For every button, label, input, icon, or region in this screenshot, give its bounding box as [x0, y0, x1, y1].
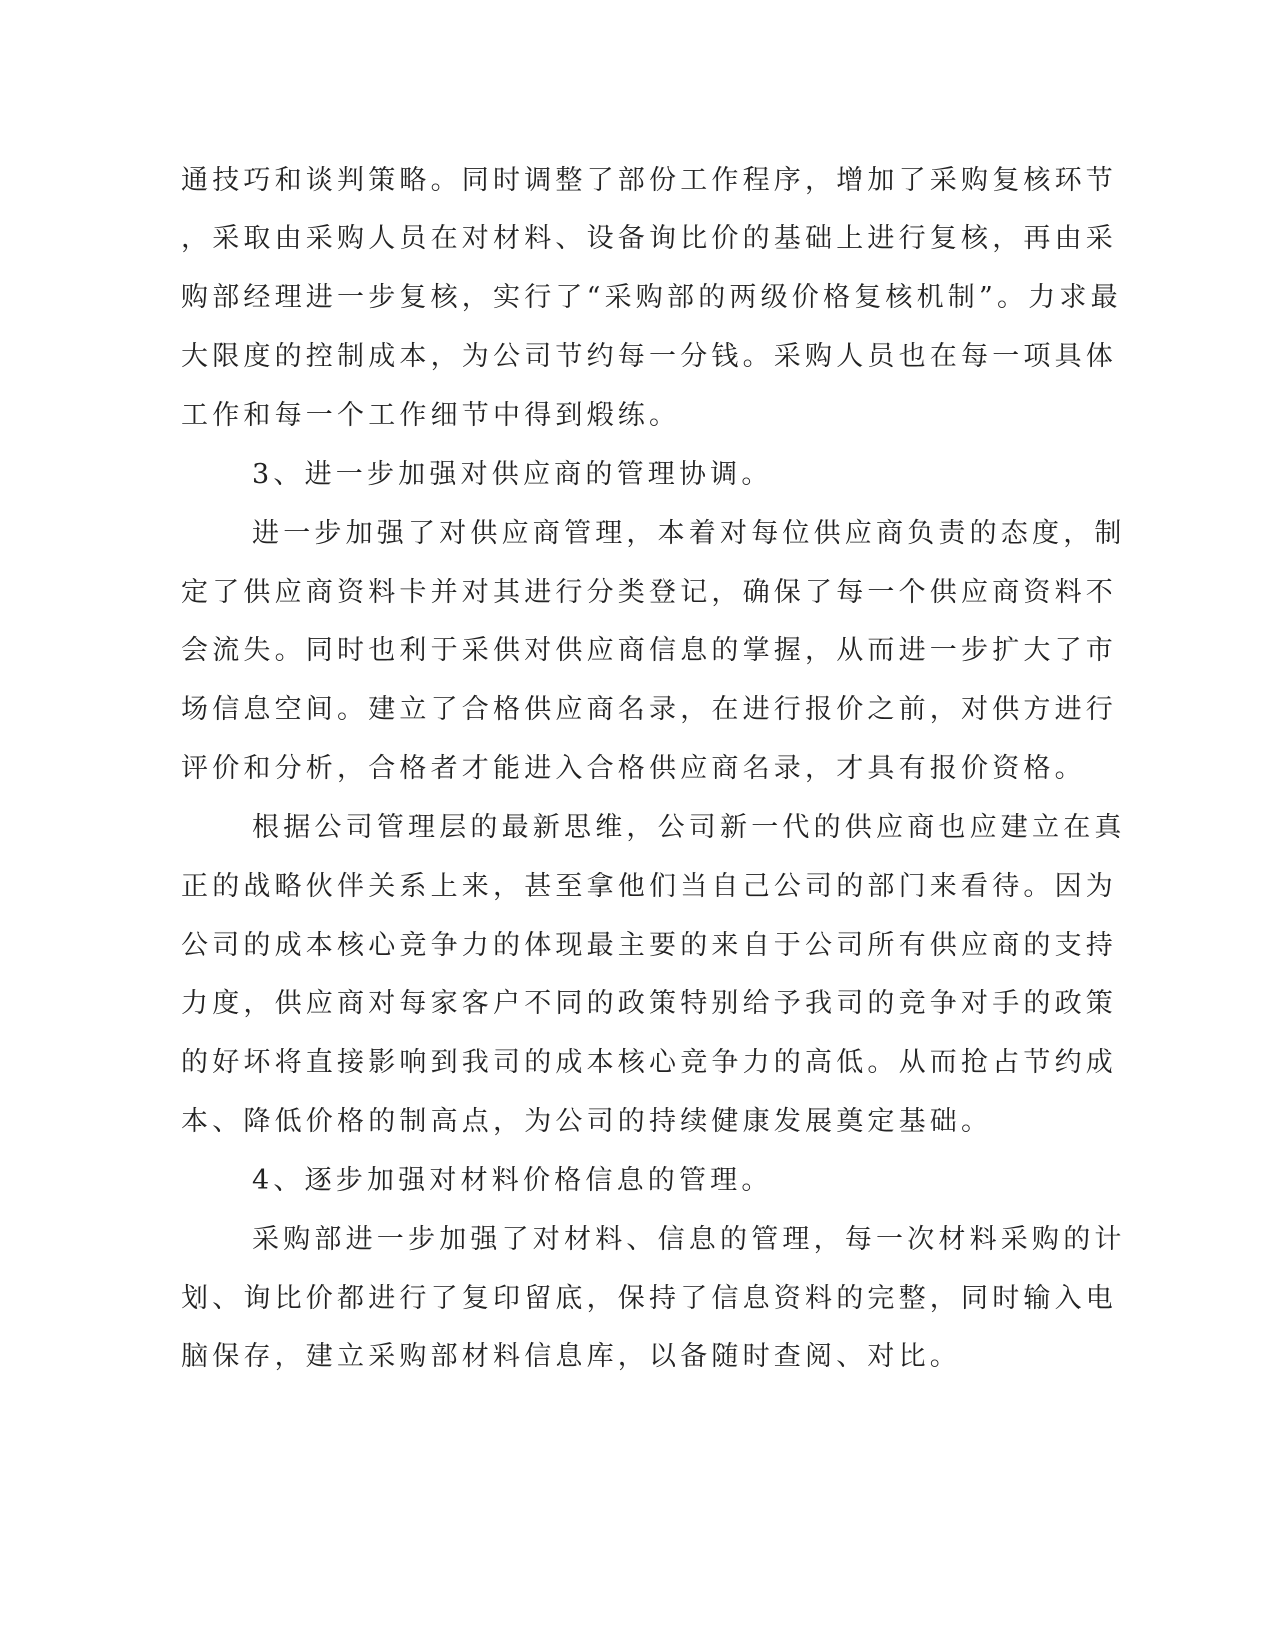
text-line: 脑保存，建立采购部材料信息库，以备随时查阅、对比。 — [181, 1341, 961, 1372]
text-line: 正的战略伙伴关系上来，甚至拿他们当自己公司的部门来看待。因为 — [181, 871, 1117, 902]
text-line: 划、询比价都进行了复印留底，保持了信息资料的完整，同时输入电 — [181, 1283, 1117, 1314]
text-line: 通技巧和谈判策略。同时调整了部份工作程序，增加了采购复核环节 — [181, 165, 1117, 196]
section-heading-4: 4、逐步加强对材料价格信息的管理。 — [252, 1165, 773, 1196]
text-line: 采购部进一步加强了对材料、信息的管理，每一次材料采购的计 — [252, 1224, 1126, 1255]
text-line: 大限度的控制成本，为公司节约每一分钱。采购人员也在每一项具体 — [181, 341, 1117, 372]
text-line: 进一步加强了对供应商管理，本着对每位供应商负责的态度，制 — [252, 518, 1126, 549]
text-line: 购部经理进一步复核，实行了“采购部的两级价格复核机制”。力求最 — [181, 282, 1122, 313]
text-line: 工作和每一个工作细节中得到煅练。 — [181, 400, 681, 431]
text-line: 根据公司管理层的最新思维，公司新一代的供应商也应建立在真 — [252, 812, 1126, 843]
text-line: 公司的成本核心竞争力的体现最主要的来自于公司所有供应商的支持 — [181, 930, 1117, 961]
text-line: 力度，供应商对每家客户不同的政策特别给予我司的竞争对手的政策 — [181, 988, 1117, 1019]
text-line: 评价和分析，合格者才能进入合格供应商名录，才具有报价资格。 — [181, 753, 1086, 784]
text-line: 本、降低价格的制高点，为公司的持续健康发展奠定基础。 — [181, 1106, 993, 1137]
text-line: 定了供应商资料卡并对其进行分类登记，确保了每一个供应商资料不 — [181, 577, 1117, 608]
text-line: 的好坏将直接影响到我司的成本核心竞争力的高低。从而抢占节约成 — [181, 1047, 1117, 1078]
text-line: 会流失。同时也利于采供对供应商信息的掌握，从而进一步扩大了市 — [181, 635, 1117, 666]
text-line: ，采取由采购人员在对材料、设备询比价的基础上进行复核，再由采 — [181, 223, 1117, 254]
text-line: 场信息空间。建立了合格供应商名录，在进行报价之前，对供方进行 — [181, 694, 1117, 725]
section-heading-3: 3、进一步加强对供应商的管理协调。 — [252, 459, 773, 490]
